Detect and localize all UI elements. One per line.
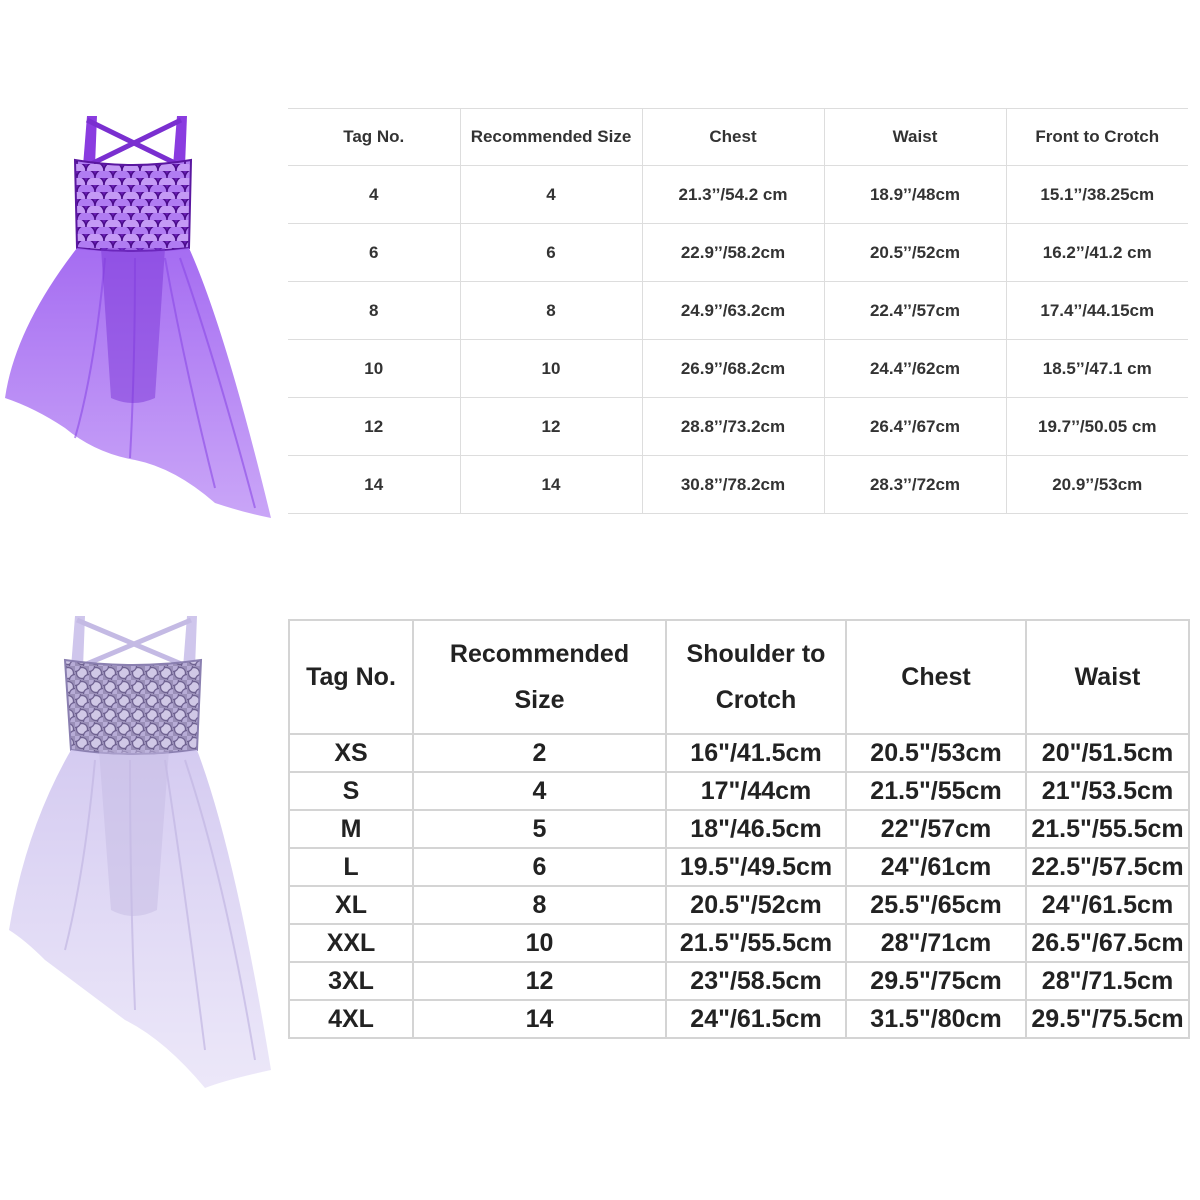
lavender-sequin-dress-image bbox=[5, 610, 277, 1095]
column-header: Waist bbox=[824, 109, 1006, 166]
table-cell: 31.5"/80cm bbox=[846, 1000, 1026, 1038]
table-cell: 8 bbox=[460, 282, 642, 340]
size-chart-table-1 bbox=[288, 108, 1188, 514]
table-cell: 16"/41.5cm bbox=[666, 734, 846, 772]
table-cell: 28.3’’/72cm bbox=[824, 456, 1006, 514]
table-cell: 8 bbox=[288, 282, 460, 340]
table-cell: 26.4’’/67cm bbox=[824, 398, 1006, 456]
table-cell: 28"/71cm bbox=[846, 924, 1026, 962]
table-row bbox=[288, 224, 1188, 282]
table-cell: 17.4’’/44.15cm bbox=[1006, 282, 1188, 340]
table-row bbox=[288, 340, 1188, 398]
table-cell: 24.4’’/62cm bbox=[824, 340, 1006, 398]
table-cell: 10 bbox=[288, 340, 460, 398]
column-header: Chest bbox=[846, 620, 1026, 734]
table-row bbox=[289, 848, 1189, 886]
column-header: Recommended Size bbox=[413, 620, 666, 734]
table-cell: 21"/53.5cm bbox=[1026, 772, 1189, 810]
table-cell: S bbox=[289, 772, 413, 810]
table-cell: 22.9’’/58.2cm bbox=[642, 224, 824, 282]
table-cell: 22"/57cm bbox=[846, 810, 1026, 848]
table-cell: 28"/71.5cm bbox=[1026, 962, 1189, 1000]
table-cell: 29.5"/75.5cm bbox=[1026, 1000, 1189, 1038]
table-row bbox=[289, 810, 1189, 848]
table-cell: 15.1’’/38.25cm bbox=[1006, 166, 1188, 224]
table-row bbox=[288, 166, 1188, 224]
column-header: Front to Crotch bbox=[1006, 109, 1188, 166]
table-cell: XL bbox=[289, 886, 413, 924]
table-cell: 17"/44cm bbox=[666, 772, 846, 810]
table-cell: 6 bbox=[288, 224, 460, 282]
table-cell: 19.5"/49.5cm bbox=[666, 848, 846, 886]
column-header: Recommended Size bbox=[460, 109, 642, 166]
table-cell: 14 bbox=[288, 456, 460, 514]
table-row bbox=[288, 282, 1188, 340]
table-cell: 24"/61.5cm bbox=[666, 1000, 846, 1038]
column-header: Tag No. bbox=[288, 109, 460, 166]
table-cell: 24"/61.5cm bbox=[1026, 886, 1189, 924]
table-cell: 18"/46.5cm bbox=[666, 810, 846, 848]
table-cell: 12 bbox=[288, 398, 460, 456]
size-chart-table-2 bbox=[288, 619, 1190, 1039]
table-cell: XXL bbox=[289, 924, 413, 962]
table-cell: 20.9’’/53cm bbox=[1006, 456, 1188, 514]
table-cell: 22.5"/57.5cm bbox=[1026, 848, 1189, 886]
column-header: Tag No. bbox=[289, 620, 413, 734]
table-row bbox=[289, 734, 1189, 772]
table-cell: 24"/61cm bbox=[846, 848, 1026, 886]
table-cell: 26.9’’/68.2cm bbox=[642, 340, 824, 398]
column-header: Chest bbox=[642, 109, 824, 166]
table-cell: 18.5’’/47.1 cm bbox=[1006, 340, 1188, 398]
table-cell: 20.5’’/52cm bbox=[824, 224, 1006, 282]
table-header-row bbox=[289, 620, 1189, 734]
table-row bbox=[288, 398, 1188, 456]
table-row bbox=[289, 962, 1189, 1000]
table-cell: 28.8’’/73.2cm bbox=[642, 398, 824, 456]
table-cell: 12 bbox=[460, 398, 642, 456]
table-cell: 10 bbox=[413, 924, 666, 962]
table-cell: 10 bbox=[460, 340, 642, 398]
table-cell: 22.4’’/57cm bbox=[824, 282, 1006, 340]
table-cell: 24.9’’/63.2cm bbox=[642, 282, 824, 340]
table-cell: 3XL bbox=[289, 962, 413, 1000]
table-cell: 12 bbox=[413, 962, 666, 1000]
table-cell: 20.5"/53cm bbox=[846, 734, 1026, 772]
table-cell: 14 bbox=[460, 456, 642, 514]
table-cell: 26.5"/67.5cm bbox=[1026, 924, 1189, 962]
table-cell: 29.5"/75cm bbox=[846, 962, 1026, 1000]
table-cell: XS bbox=[289, 734, 413, 772]
table-cell: 23"/58.5cm bbox=[666, 962, 846, 1000]
table-row bbox=[289, 772, 1189, 810]
table-header-row bbox=[288, 109, 1188, 166]
table-row bbox=[289, 886, 1189, 924]
table-cell: 2 bbox=[413, 734, 666, 772]
table-cell: 5 bbox=[413, 810, 666, 848]
table-cell: 6 bbox=[460, 224, 642, 282]
column-header: Waist bbox=[1026, 620, 1189, 734]
table-cell: 21.5"/55.5cm bbox=[666, 924, 846, 962]
table-cell: 4 bbox=[288, 166, 460, 224]
table-cell: 4 bbox=[460, 166, 642, 224]
table-cell: 20.5"/52cm bbox=[666, 886, 846, 924]
table-cell: 21.5"/55.5cm bbox=[1026, 810, 1189, 848]
table-cell: 14 bbox=[413, 1000, 666, 1038]
table-row bbox=[289, 1000, 1189, 1038]
table-cell: M bbox=[289, 810, 413, 848]
table-cell: 4 bbox=[413, 772, 666, 810]
table-cell: 21.5"/55cm bbox=[846, 772, 1026, 810]
table-cell: 4XL bbox=[289, 1000, 413, 1038]
table-row bbox=[289, 924, 1189, 962]
table-cell: L bbox=[289, 848, 413, 886]
table-row bbox=[288, 456, 1188, 514]
table-cell: 30.8’’/78.2cm bbox=[642, 456, 824, 514]
purple-mermaid-dress-image bbox=[5, 108, 277, 528]
table-cell: 25.5"/65cm bbox=[846, 886, 1026, 924]
table-cell: 6 bbox=[413, 848, 666, 886]
table-cell: 21.3’’/54.2 cm bbox=[642, 166, 824, 224]
table-cell: 8 bbox=[413, 886, 666, 924]
table-cell: 16.2’’/41.2 cm bbox=[1006, 224, 1188, 282]
column-header: Shoulder to Crotch bbox=[666, 620, 846, 734]
table-cell: 18.9’’/48cm bbox=[824, 166, 1006, 224]
table-cell: 19.7’’/50.05 cm bbox=[1006, 398, 1188, 456]
table-cell: 20"/51.5cm bbox=[1026, 734, 1189, 772]
